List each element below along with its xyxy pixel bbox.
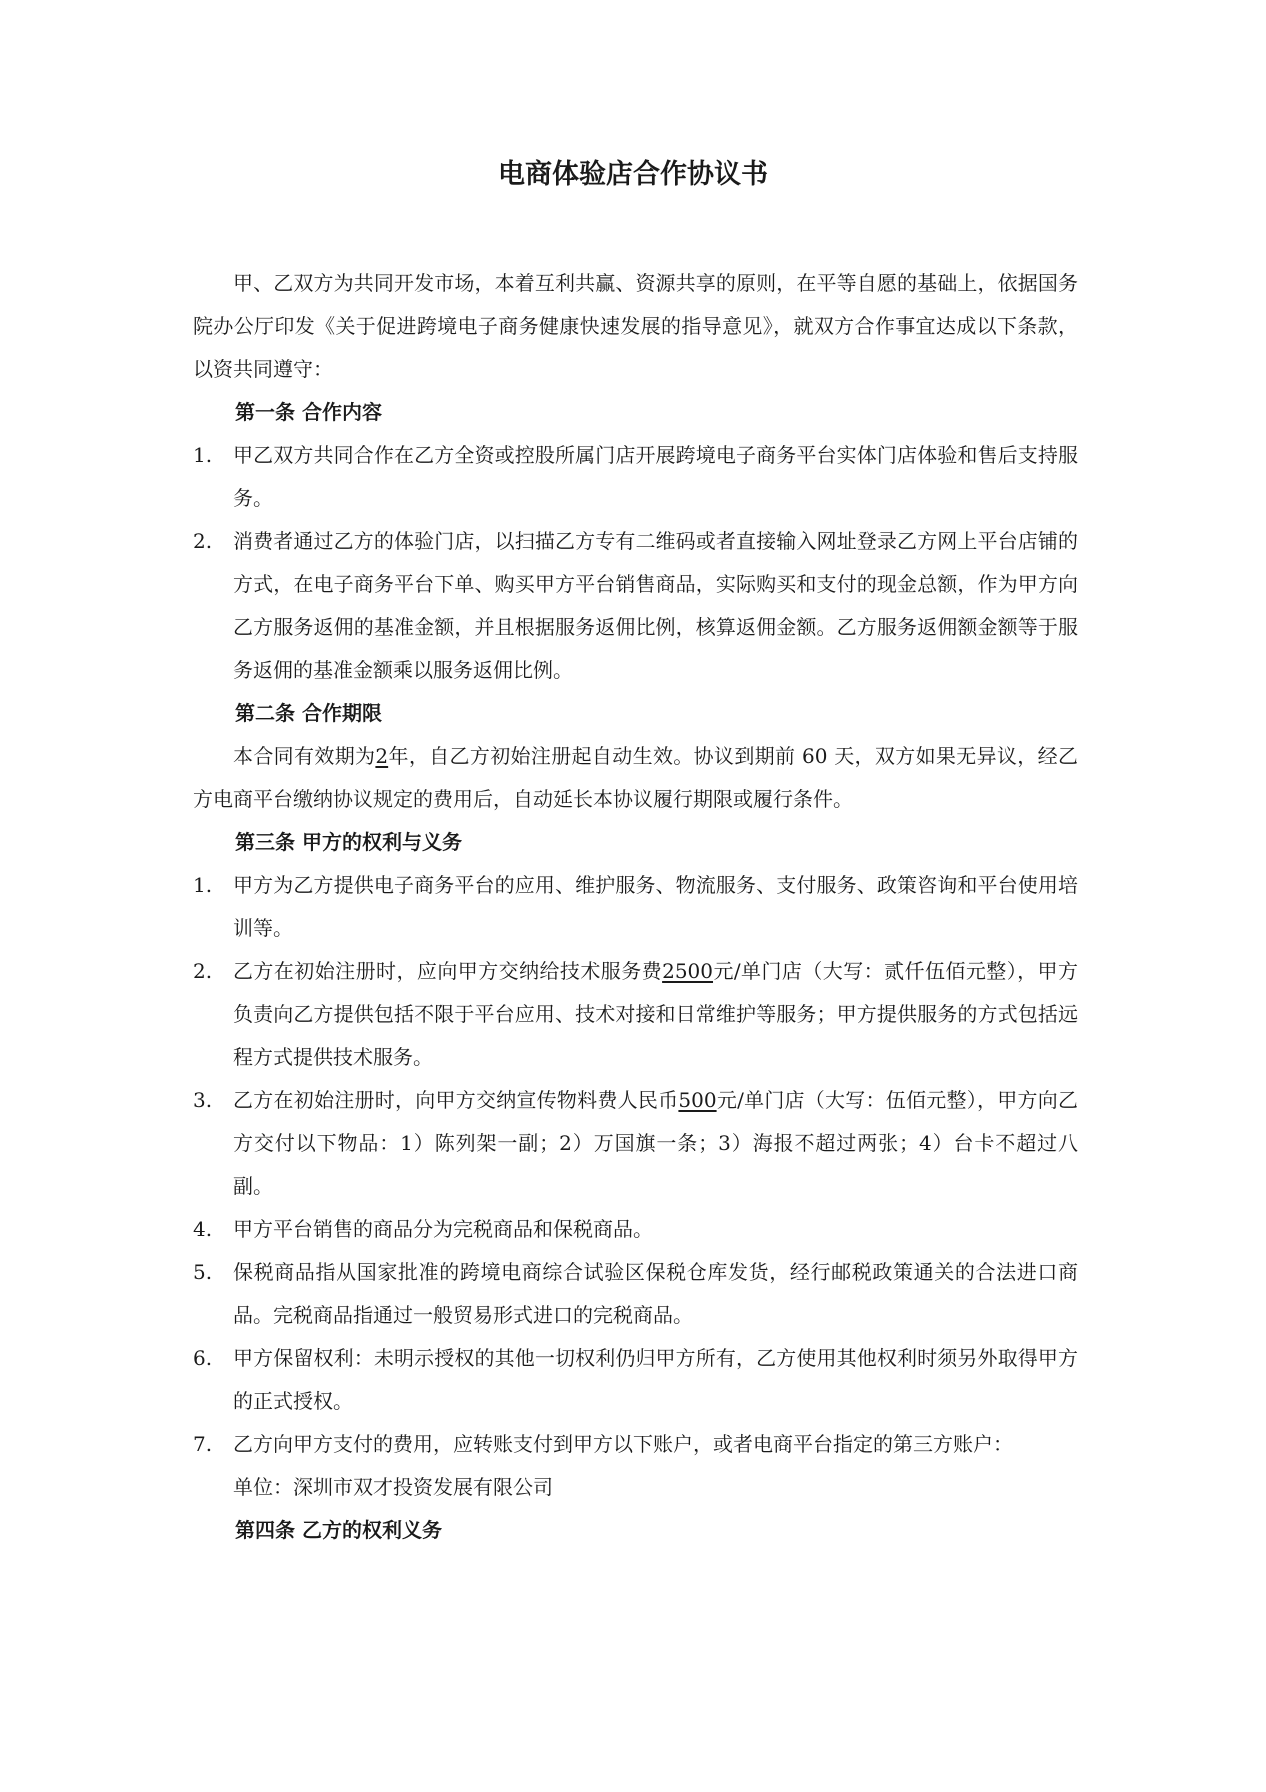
promo-material-fee: 500 (678, 1088, 717, 1112)
intro-paragraph: 甲、乙双方为共同开发市场，本着互利共赢、资源共享的原则，在平等自愿的基础上，依据国务院办公厅印发《关于促进跨境电子商务健康快速发展的指导意见》，就双方合作事宜达成以下条款，以资共同遵守： (193, 271, 1078, 381)
term-years: 2 (375, 744, 389, 768)
article2-paragraph (193, 735, 1078, 821)
account-unit: 单位：深圳市双才投资发展有限公司 (233, 1475, 553, 1499)
article2-text-a: 本合同有效期为 (233, 744, 376, 768)
article1-heading: 第一条 合作内容 (235, 400, 382, 424)
item-text-b: 元/单门店（大写：伍佰元整），甲方向乙方交付以下物品：1）陈列架一副；2）万国旗一条；3）海报不超过两张；4）台卡不超过八副。 (233, 1088, 1078, 1198)
article3-item-2 (193, 950, 1078, 1079)
item-number: 2. (193, 959, 213, 983)
item-number: 6. (193, 1346, 213, 1370)
article2-heading: 第二条 合作期限 (235, 701, 382, 725)
item-text: 乙方向甲方支付的费用，应转账支付到甲方以下账户，或者电商平台指定的第三方账户： (233, 1432, 1013, 1456)
article3-item-5 (193, 1251, 1078, 1337)
item-number: 1. (193, 443, 213, 467)
item-text: 甲方为乙方提供电子商务平台的应用、维护服务、物流服务、支付服务、政策咨询和平台使用培训等。 (233, 873, 1078, 940)
article3-item-3 (193, 1079, 1078, 1208)
item-number: 7. (193, 1432, 213, 1456)
item-text-b: 元/单门店（大写：贰仟伍佰元整），甲方负责向乙方提供包括不限于平台应用、技术对接和日常维护等服务；甲方提供服务的方式包括远程方式提供技术服务。 (233, 959, 1078, 1069)
article3-item-6 (193, 1337, 1078, 1423)
article2-text-b: 年，自乙方初始注册起自动生效。协议到期前 60 天，双方如果无异议，经乙方电商平台缴纳协议规定的费用后，自动延长本协议履行期限或履行条件。 (193, 744, 1078, 811)
article4-heading: 第四条 乙方的权利义务 (235, 1518, 442, 1542)
tech-service-fee: 2500 (662, 959, 714, 983)
item-text: 甲方平台销售的商品分为完税商品和保税商品。 (233, 1217, 653, 1241)
article3-item-7 (193, 1423, 1078, 1466)
item-text: 保税商品指从国家批准的跨境电商综合试验区保税仓库发货，经行邮税政策通关的合法进口商品。完税商品指通过一般贸易形式进口的完税商品。 (233, 1260, 1078, 1327)
item-number: 5. (193, 1260, 213, 1284)
article3-item-4 (193, 1208, 1078, 1251)
article3-heading: 第三条 甲方的权利与义务 (235, 830, 462, 854)
item-text: 消费者通过乙方的体验门店，以扫描乙方专有二维码或者直接输入网址登录乙方网上平台店铺的方式，在电子商务平台下单、购买甲方平台销售商品，实际购买和支付的现金总额，作为甲方向乙方服务返佣的基准金额，并且根据服务返佣比例，核算返佣金额。乙方服务返佣额金额等于服务返佣的基准金额乘以服务返佣比例。 (233, 529, 1078, 682)
item-number: 3. (193, 1088, 213, 1112)
article1-item-1 (193, 434, 1078, 520)
document-title: 电商体验店合作协议书 (498, 159, 768, 190)
item-text: 甲乙双方共同合作在乙方全资或控股所属门店开展跨境电子商务平台实体门店体验和售后支持服务。 (233, 443, 1078, 510)
article3-item-1 (193, 864, 1078, 950)
item-number: 4. (193, 1217, 213, 1241)
item-text: 甲方保留权利：未明示授权的其他一切权利仍归甲方所有，乙方使用其他权利时须另外取得甲方的正式授权。 (233, 1346, 1078, 1413)
item-text-a: 乙方在初始注册时，应向甲方交纳给技术服务费 (233, 959, 663, 983)
item-number: 2. (193, 529, 213, 553)
item-number: 1. (193, 873, 213, 897)
document-body (193, 262, 1078, 1552)
item-text-a: 乙方在初始注册时，向甲方交纳宣传物料费人民币 (233, 1088, 679, 1112)
article1-item-2 (193, 520, 1078, 692)
